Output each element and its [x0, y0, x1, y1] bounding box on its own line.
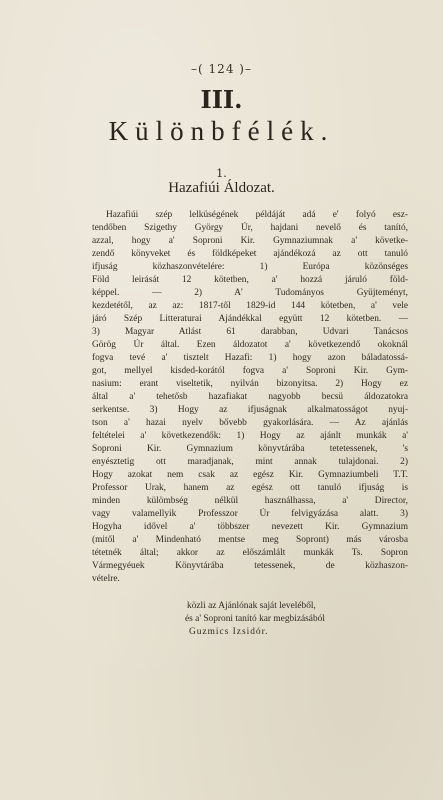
body-line: got, mellyel kisded-korától fogva a' Soproni Kir. Gym- [92, 366, 408, 376]
body-line: 3) Magyar Atlást 61 darabban, Udvari Tanácsos [92, 327, 408, 337]
section-number: III. [200, 85, 243, 114]
body-line: Görög Úr által. Ezen áldozatot a' következendő okoknál [92, 340, 408, 350]
signature-line: közli az Ajánlónak saját leveléből, [187, 601, 316, 611]
signature-block [165, 600, 395, 639]
body-line: kezdetétől, az az: 1817-től 1829-id 144 kötetben, a' vele [92, 301, 408, 311]
body-line: (mitől a' Mindenható mentse meg Sopront) más városba [92, 535, 408, 545]
body-line: Professor Urak, hanem az egész ott tanuló ifjuság is [92, 483, 408, 493]
body-line: képpel. — 2) A' Tudományos Gyüjteményt, [92, 288, 408, 298]
body-line: tétetnék által; akkor az előszámlált munkák Ts. Sopron [92, 548, 408, 558]
body-line: azzal, hogy a' Soproni Kir. Gymnaziumnak a' követke- [92, 236, 408, 246]
body-line: nasium: erant viseltetik, nyilván bizonyitsa. 2) Hogy ez [92, 379, 408, 389]
body-line: minden külömbség nélkül használhassa, a' Director, [92, 496, 408, 506]
body-line: Föld leirását 12 kötetben, a' hozzá járuló föld- [92, 275, 408, 285]
body-line: Soproni Kir. Gymnazium könyvtárába tetetessenek, 's [92, 444, 408, 454]
body-line: feltételei a' következendők: 1) Hogy az ajánlt munkák a' [92, 431, 408, 441]
body-line: fogva tevé a' tisztelt Hazafi: 1) hogy azon báladatossá- [92, 353, 408, 363]
body-line: tson a' hazai nyelv bővebb gyakorlására. — Az ajánlás [92, 418, 408, 428]
section-title: Különbfélék. [108, 116, 335, 146]
article-number: 1. [216, 167, 227, 180]
body-line: által a' tehetősb hazafiakat nagyobb becsü áldozatokra [92, 392, 408, 402]
body-line: Hogyha idővel a' többszer nevezett Kir. Gymnazium [92, 522, 408, 532]
body-line: Hazafiúi szép lelküségének példáját adá e' folyó esz- [106, 210, 408, 220]
body-line: zendő könyveket és földképeket ajándékozá az ott tanuló [92, 249, 408, 259]
body-line: ifjuság közhaszonvételére: 1) Európa közönséges [92, 262, 408, 272]
body-line: enyésztetig ott maradjanak, mint annak tulajdonai. 2) [92, 457, 408, 467]
body-line: tendőben Szigethy György Úr, hajdani nevelő és tanító, [92, 223, 408, 233]
page-number: –( 124 )– [191, 62, 252, 76]
body-line: Vármegyéuek Könyvtárába tetessenek, de közhaszon- [92, 561, 408, 571]
signature-line: és a' Soproni tanító kar megbizásából [185, 614, 325, 624]
article-body [92, 209, 408, 586]
body-line: vételre. [92, 574, 120, 584]
signature-author: Guzmics Izsidór. [189, 627, 269, 637]
body-line: Hogy azokat nem csak az egész Kir. Gymnaziumbeli T.T. [92, 470, 408, 480]
article-title: Hazafiúi Áldozat. [168, 180, 275, 196]
body-line: járó Szép Litteraturai Ajándékkal együtt 12 kötetben. — [92, 314, 408, 324]
body-line: vagy valamellyik Professzor Úr felvigyázása alatt. 3) [92, 509, 408, 519]
body-line: serkentse. 3) Hogy az ifjuságnak alkalmatosságot nyuj- [92, 405, 408, 415]
